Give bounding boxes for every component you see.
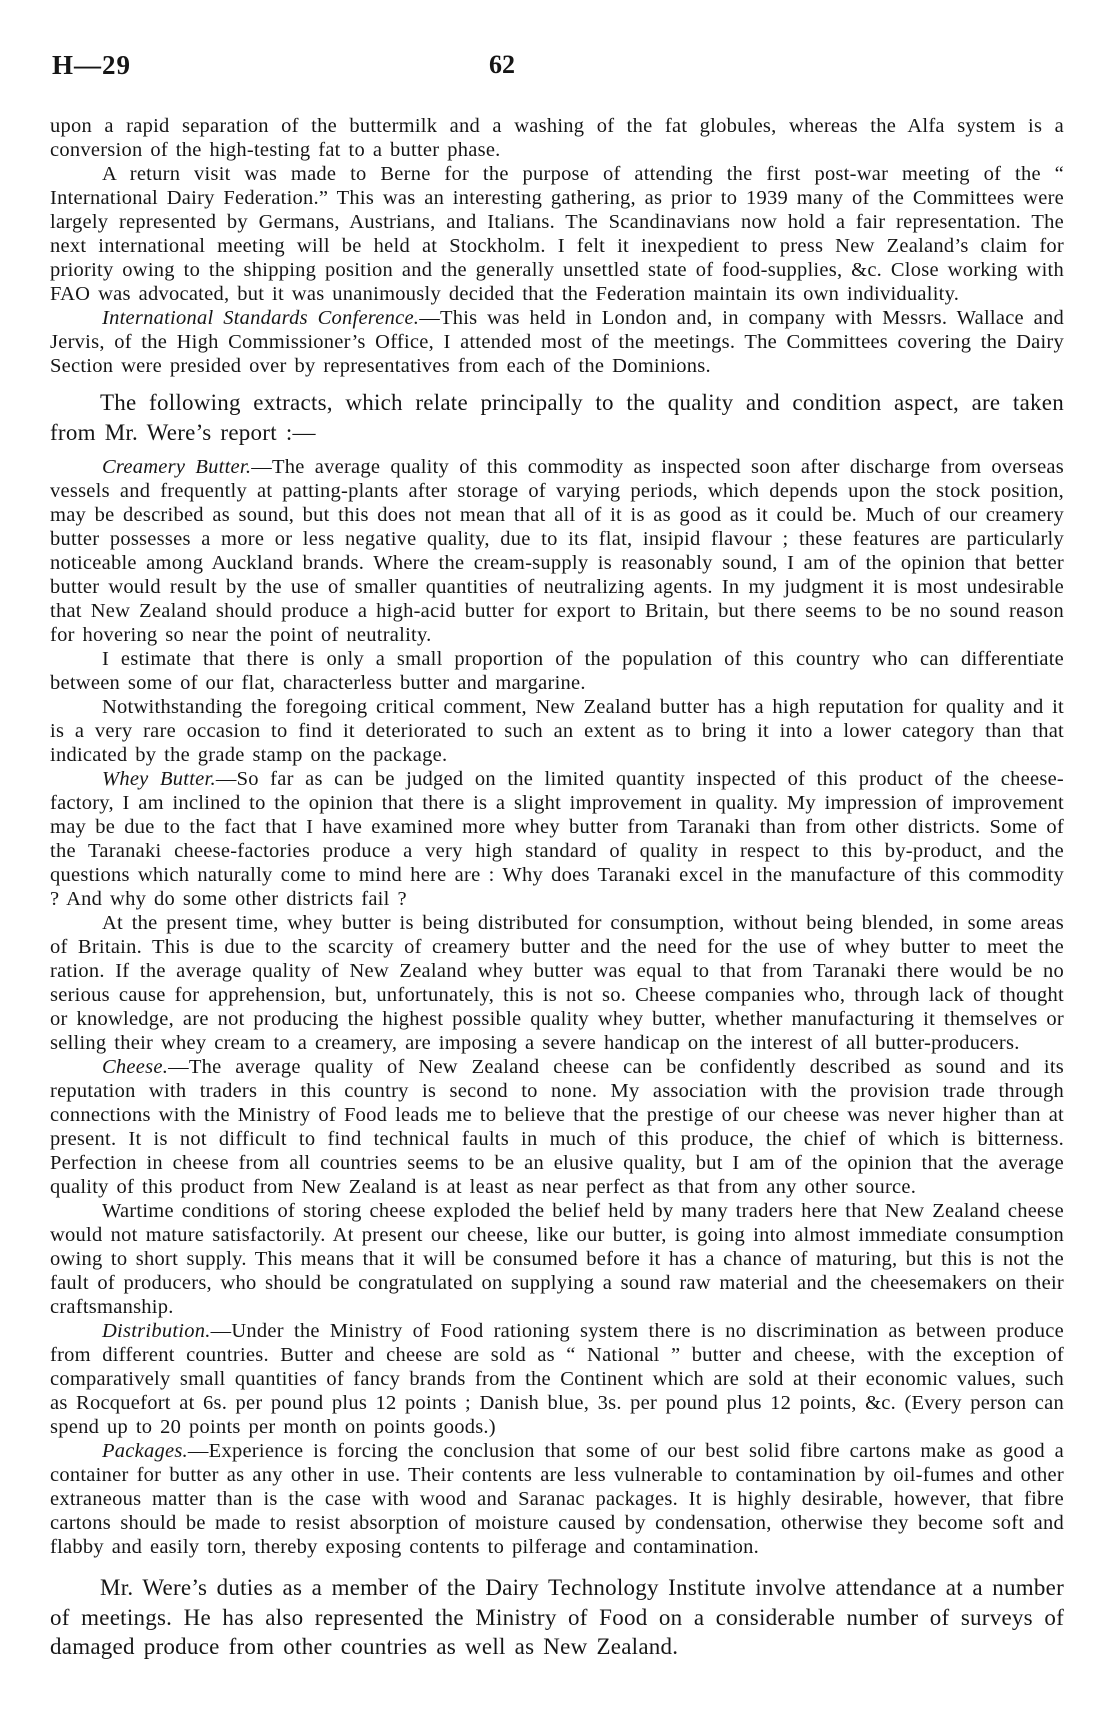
paragraph-text: —Under the Ministry of Food rationing system there is no discrimination as between produce from different countries. Butter and cheese are sold as “ National ” butter and cheese, with the exception of comparatively small quantities of fancy brands from the Continent which are sold at their economic values, such as Rocquefort at 6s. per pound plus 12 points ; Danish blue, 3s. per pound plus 12 points, &c. (Every person can spend up to 20 points per month on points goods.) <box>50 1320 1064 1438</box>
paragraph-lead: Creamery Butter. <box>102 456 252 478</box>
paragraph-text: —So far as can be judged on the limited quantity inspected of this product of the cheese-factory, I am inclined to the opinion that there is a slight improvement in quality. My impression of improvement may be due to the fact that I have examined more whey butter from Taranaki than from other districts. Some of the Taranaki cheese-factories produce a very high standard of quality in respect to this by-product, and the questions which naturally come to mind here are : Why does Taranaki excel in the manufacture of this commodity ? And why do some other districts fail ? <box>50 768 1064 910</box>
paragraph-extracts-intro <box>50 388 1064 447</box>
page-content <box>50 114 1064 1662</box>
paragraph-distribution <box>50 1319 1064 1439</box>
paragraph-berne-visit <box>50 162 1064 306</box>
paragraph-text: —The average quality of this commodity as inspected soon after discharge from overseas vessels and frequently at patting-plants after storage of varying periods, which depends upon the stock position, may be described as sound, but this does not mean that all of it is as good as it could be. Much of our creamery butter possesses a more or less negative quality, due to its flat, insipid flavour ; these features are particularly noticeable among Auckland brands. Where the cream-supply is reasonably sound, I am of the opinion that better butter would result by the use of smaller quantities of neutralizing agents. In my judgment it is most undesirable that New Zealand should produce a high-acid butter for export to Britain, but there seems to be no sound reason for hovering so near the point of neutrality. <box>50 456 1064 646</box>
paragraph-packages <box>50 1439 1064 1559</box>
paragraph-were-duties <box>50 1573 1064 1662</box>
paragraph-lead: Whey Butter. <box>102 768 216 790</box>
paragraph-whey-distribution <box>50 911 1064 1055</box>
paragraph-lead: International Standards Conference. <box>102 307 420 329</box>
document-reference: H—29 <box>52 50 132 80</box>
paragraph-whey-butter <box>50 767 1064 911</box>
paragraph-lead: Distribution. <box>102 1320 211 1342</box>
paragraph-text: A return visit was made to Berne for the purpose of attending the first post-war meeting of the “ International Dairy Federation.” This was an interesting gathering, as prior to 1939 many of the Committees were largely represented by Germans, Austrians, and Italians. The Scandinavians now hold a fair representation. The next international meeting will be held at Stockholm. I felt it inexpedient to press New Zealand’s claim for priority owing to the shipping position and the generally unsettled state of food-supplies, &c. Close working with FAO was advocated, but it was unanimously decided that the Federation maintain its own individuality. <box>50 163 1064 305</box>
paragraph-text: Wartime conditions of storing cheese exploded the belief held by many traders here that New Zealand cheese would not mature satisfactorily. At present our cheese, like our butter, is going into almost immediate consumption owing to short supply. This means that it will be consumed before it has a chance of maturing, but this is not the fault of producers, who should be congratulated on supplying a sound raw material and the cheesemakers on their craftsmanship. <box>50 1200 1064 1318</box>
paragraph-continuation <box>50 114 1064 162</box>
page-header <box>50 50 1064 84</box>
paragraph-creamery-butter <box>50 455 1064 647</box>
paragraph-text: The following extracts, which relate principally to the quality and condition aspect, are taken from Mr. Were’s report :— <box>50 390 1064 445</box>
paragraph-text: Mr. Were’s duties as a member of the Dairy Technology Institute involve attendance at a number of meetings. He has also represented the Ministry of Food on a considerable number of surveys of damaged produce from other countries as well as New Zealand. <box>50 1575 1064 1659</box>
paragraph-text: At the present time, whey butter is being distributed for consumption, without being blended, in some areas of Britain. This is due to the scarcity of creamery butter and the need for the use of whey butter to meet the ration. If the average quality of New Zealand whey butter was equal to that from Taranaki there would be no serious cause for apprehension, but, unfortunately, this is not so. Cheese companies who, through lack of thought or knowledge, are not producing the highest possible quality whey butter, whether manufacturing it themselves or selling their whey cream to a creamery, are imposing a severe handicap on the interest of all butter-producers. <box>50 912 1064 1054</box>
paragraph-text: Notwithstanding the foregoing critical comment, New Zealand butter has a high reputation for quality and it is a very rare occasion to find it deteriorated to such an extent as to bring it into a lower category than that indicated by the grade stamp on the package. <box>50 696 1064 766</box>
paragraph-cheese <box>50 1055 1064 1199</box>
paragraph-reputation <box>50 695 1064 767</box>
paragraph-text: upon a rapid separation of the buttermilk and a washing of the fat globules, whereas the Alfa system is a conversion of the high-testing fat to a butter phase. <box>50 115 1064 161</box>
paragraph-lead: Cheese. <box>102 1056 169 1078</box>
paragraph-text: —This was held in London and, in company with Messrs. Wallace and Jervis, of the High Commissioner’s Office, I attended most of the meetings. The Committees covering the Dairy Section were presided over by representatives from each of the Dominions. <box>50 307 1064 377</box>
paragraph-wartime-cheese <box>50 1199 1064 1319</box>
page-number: 62 <box>489 50 515 79</box>
paragraph-text: —Experience is forcing the conclusion that some of our best solid fibre cartons make as good a container for butter as any other in use. Their contents are less vulnerable to contamination by oil-fumes and other extraneous matter than is the case with wood and Saranac packages. It is highly desirable, however, that fibre cartons should be made to resist absorption of moisture caused by condensation, otherwise they become soft and flabby and easily torn, thereby exposing contents to pilferage and contamination. <box>50 1440 1064 1558</box>
paragraph-estimate <box>50 647 1064 695</box>
paragraph-standards-conference <box>50 306 1064 378</box>
paragraph-text: I estimate that there is only a small proportion of the population of this country who can differentiate between some of our flat, characterless butter and margarine. <box>50 648 1064 694</box>
paragraph-text: —The average quality of New Zealand cheese can be confidently described as sound and its reputation with traders in this country is second to none. My association with the provision trade through connections with the Ministry of Food leads me to believe that the prestige of our cheese was never higher than at present. It is not difficult to find technical faults in much of this produce, the chief of which is bitterness. Perfection in cheese from all countries seems to be an elusive quality, but I am of the opinion that the average quality of this product from New Zealand is at least as near perfect as that from any other source. <box>50 1056 1064 1198</box>
paragraph-lead: Packages. <box>102 1440 188 1462</box>
